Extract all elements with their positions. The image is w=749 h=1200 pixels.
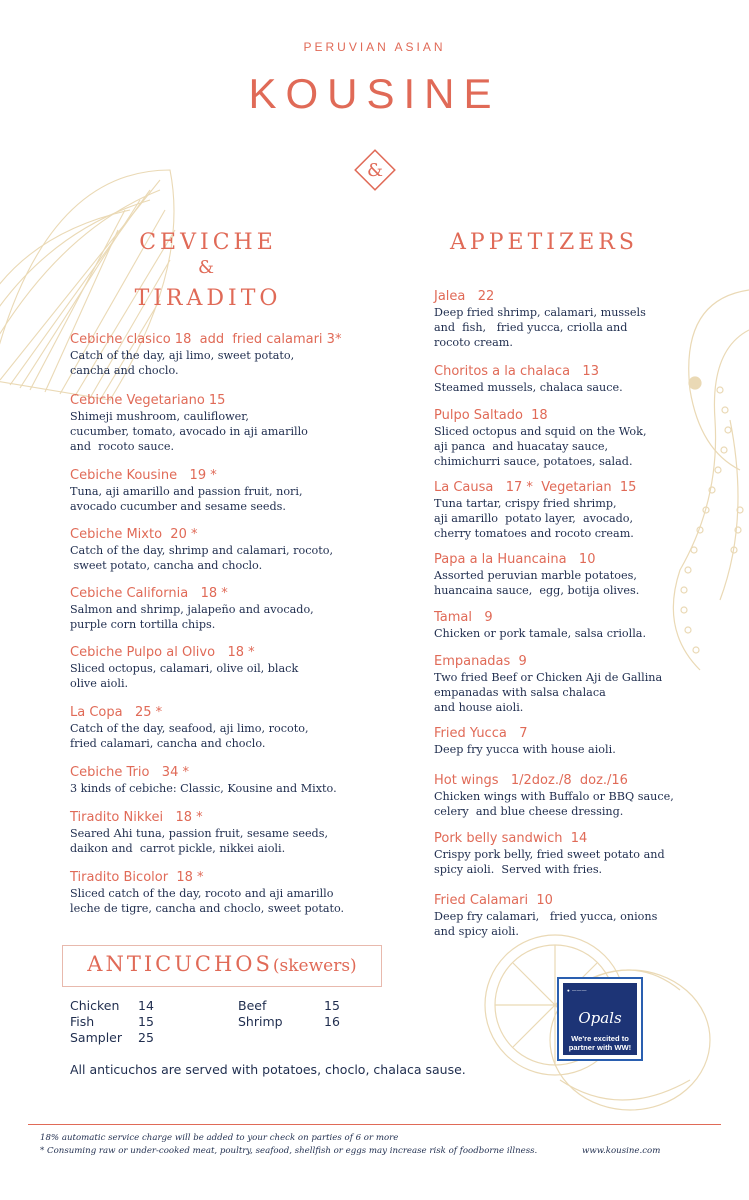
skewer-price: 25 xyxy=(138,1030,154,1045)
skewer-name: Fish xyxy=(70,1014,95,1029)
badge-header-icon: ● ——— xyxy=(567,988,587,993)
menu-item xyxy=(70,527,333,573)
appetizers-title: APPETIZERS xyxy=(450,230,638,255)
anticuchos-title-sub: (skewers) xyxy=(272,956,357,976)
menu-item-description: Sliced octopus, calamari, olive oil, black olive aioli. xyxy=(70,662,299,690)
ceviche-title-ampersand: & xyxy=(197,257,219,278)
menu-item-name: Cebiche Pulpo al Olivo 18 * xyxy=(70,645,255,660)
menu-item xyxy=(434,289,646,350)
menu-item xyxy=(434,831,665,877)
menu-item-name: Pulpo Saltado 18 xyxy=(434,408,548,423)
anticuchos-title xyxy=(63,952,381,976)
menu-item-name: Tiradito Bicolor 18 * xyxy=(70,870,204,885)
menu-item-description: Deep fried shrimp, calamari, mussels and fish, fried yucca, criolla and rocoto cream. xyxy=(434,306,646,349)
website-link[interactable]: www.kousine.com xyxy=(582,1146,661,1156)
tiradito-title: TIRADITO xyxy=(134,286,282,311)
menu-item-name: Pork belly sandwich 14 xyxy=(434,831,588,846)
menu-item-description: Deep fry calamari, fried yucca, onions and spicy aioli. xyxy=(434,910,658,938)
menu-item-name: Cebiche Trio 34 * xyxy=(70,765,189,780)
skewer-name: Beef xyxy=(238,998,267,1013)
anticuchos-title-main: ANTICUCHOS xyxy=(87,952,273,976)
skewer-name: Sampler xyxy=(70,1030,123,1045)
badge-logo: Opals xyxy=(578,1009,622,1027)
skewer-price: 15 xyxy=(324,998,340,1013)
menu-item-name: La Copa 25 * xyxy=(70,705,163,720)
menu-item xyxy=(70,645,298,691)
badge-tagline: We're excited to partner with WW! xyxy=(568,1034,632,1052)
skewer-price: 14 xyxy=(138,998,154,1013)
menu-item-description: Two fried Beef or Chicken Aji de Gallina empanadas with salsa chalaca and house aioli. xyxy=(434,671,663,714)
menu-item-name: La Causa 17 * Vegetarian 15 xyxy=(434,480,637,495)
ceviche-title: CEVICHE xyxy=(139,230,277,255)
menu-item-description: Catch of the day, aji limo, sweet potato, cancha and choclo. xyxy=(70,349,295,377)
menu-item-description: Sliced catch of the day, rocoto and aji amarillo leche de tigre, cancha and choclo, sweet potato. xyxy=(70,887,345,915)
menu-item-description: Salmon and shrimp, jalapeño and avocado, purple corn tortilla chips. xyxy=(70,603,314,631)
skewer-price: 16 xyxy=(324,1014,340,1029)
menu-item-description: Deep fry yucca with house aioli. xyxy=(434,743,616,756)
menu-item-description: Chicken or pork tamale, salsa criolla. xyxy=(434,627,647,640)
menu-item-name: Cebiche California 18 * xyxy=(70,586,228,601)
menu-item xyxy=(434,610,646,641)
menu-item-description: Crispy pork belly, fried sweet potato and spicy aioli. Served with fries. xyxy=(434,848,665,876)
menu-item-description: Shimeji mushroom, cauliflower, cucumber, tomato, avocado in aji amarillo and rocoto sauce. xyxy=(70,410,308,453)
menu-item xyxy=(434,773,674,819)
menu-item-name: Jalea 22 xyxy=(434,289,495,304)
menu-item xyxy=(434,408,647,469)
menu-item xyxy=(434,364,623,395)
anticuchos-title-box xyxy=(62,945,382,987)
menu-item xyxy=(70,468,303,514)
menu-item-name: Cebiche Vegetariano 15 xyxy=(70,393,226,408)
menu-item-name: Fried Yucca 7 xyxy=(434,726,528,741)
ampersand-mark: & xyxy=(366,160,384,181)
menu-item-name: Cebiche Mixto 20 * xyxy=(70,527,198,542)
menu-item-description: Steamed mussels, chalaca sauce. xyxy=(434,381,623,394)
menu-item-description: Tuna, aji amarillo and passion fruit, nori, avocado cucumber and sesame seeds. xyxy=(70,485,303,513)
menu-item-name: Cebiche clasico 18 add fried calamari 3* xyxy=(70,332,342,347)
restaurant-name: KOUSINE xyxy=(248,70,501,117)
menu-item-description: Seared Ahi tuna, passion fruit, sesame seeds, daikon and carrot pickle, nikkei aioli. xyxy=(70,827,329,855)
skewer-price: 15 xyxy=(138,1014,154,1029)
menu-item xyxy=(70,870,344,916)
menu-item xyxy=(434,893,657,939)
menu-item xyxy=(70,765,337,796)
menu-item xyxy=(70,332,341,378)
menu-item xyxy=(70,586,314,632)
menu-item-name: Choritos a la chalaca 13 xyxy=(434,364,599,379)
menu-item xyxy=(70,810,328,856)
service-charge-note: 18% automatic service charge will be added to your check on parties of 6 or more xyxy=(40,1133,399,1143)
menu-item-description: Catch of the day, seafood, aji limo, rocoto, fried calamari, cancha and choclo. xyxy=(70,722,309,750)
anticuchos-note: All anticuchos are served with potatoes, choclo, chalaca sause. xyxy=(70,1062,466,1077)
menu-item-name: Hot wings 1/2doz./8 doz./16 xyxy=(434,773,628,788)
menu-item-name: Empanadas 9 xyxy=(434,654,527,669)
ampersand-diamond-emblem xyxy=(353,148,397,192)
menu-item-description: Assorted peruvian marble potatoes, huancaina sauce, egg, botija olives. xyxy=(434,569,640,597)
brand-tagline: PERUVIAN ASIAN xyxy=(303,40,446,54)
menu-item xyxy=(434,480,636,541)
menu-item xyxy=(70,705,309,751)
menu-item-name: Tamal 9 xyxy=(434,610,493,625)
skewer-name: Chicken xyxy=(70,998,120,1013)
menu-item xyxy=(434,654,662,715)
menu-item-description: Tuna tartar, crispy fried shrimp, aji amarillo potato layer, avocado, cherry tomatoes and rocoto cream. xyxy=(434,497,634,540)
menu-item xyxy=(434,726,616,757)
menu-item-name: Cebiche Kousine 19 * xyxy=(70,468,217,483)
menu-item-name: Papa a la Huancaina 10 xyxy=(434,552,596,567)
menu-item xyxy=(70,393,308,454)
menu-item-description: Sliced octopus and squid on the Wok, aji panca and huacatay sauce, chimichurri sauce, potatoes, salad. xyxy=(434,425,647,468)
menu-item xyxy=(434,552,639,598)
partner-badge xyxy=(557,977,643,1061)
menu-item-description: 3 kinds of cebiche: Classic, Kousine and Mixto. xyxy=(70,782,337,795)
skewer-name: Shrimp xyxy=(238,1014,283,1029)
menu-item-description: Catch of the day, shrimp and calamari, rocoto, sweet potato, cancha and choclo. xyxy=(70,544,334,572)
footer-divider xyxy=(28,1124,721,1125)
menu-item-description: Chicken wings with Buffalo or BBQ sauce, celery and blue cheese dressing. xyxy=(434,790,674,818)
menu-item-name: Fried Calamari 10 xyxy=(434,893,553,908)
consumption-warning: * Consuming raw or under-cooked meat, poultry, seafood, shellfish or eggs may increase risk of foodborne illness. xyxy=(40,1146,538,1156)
menu-item-name: Tiradito Nikkei 18 * xyxy=(70,810,203,825)
